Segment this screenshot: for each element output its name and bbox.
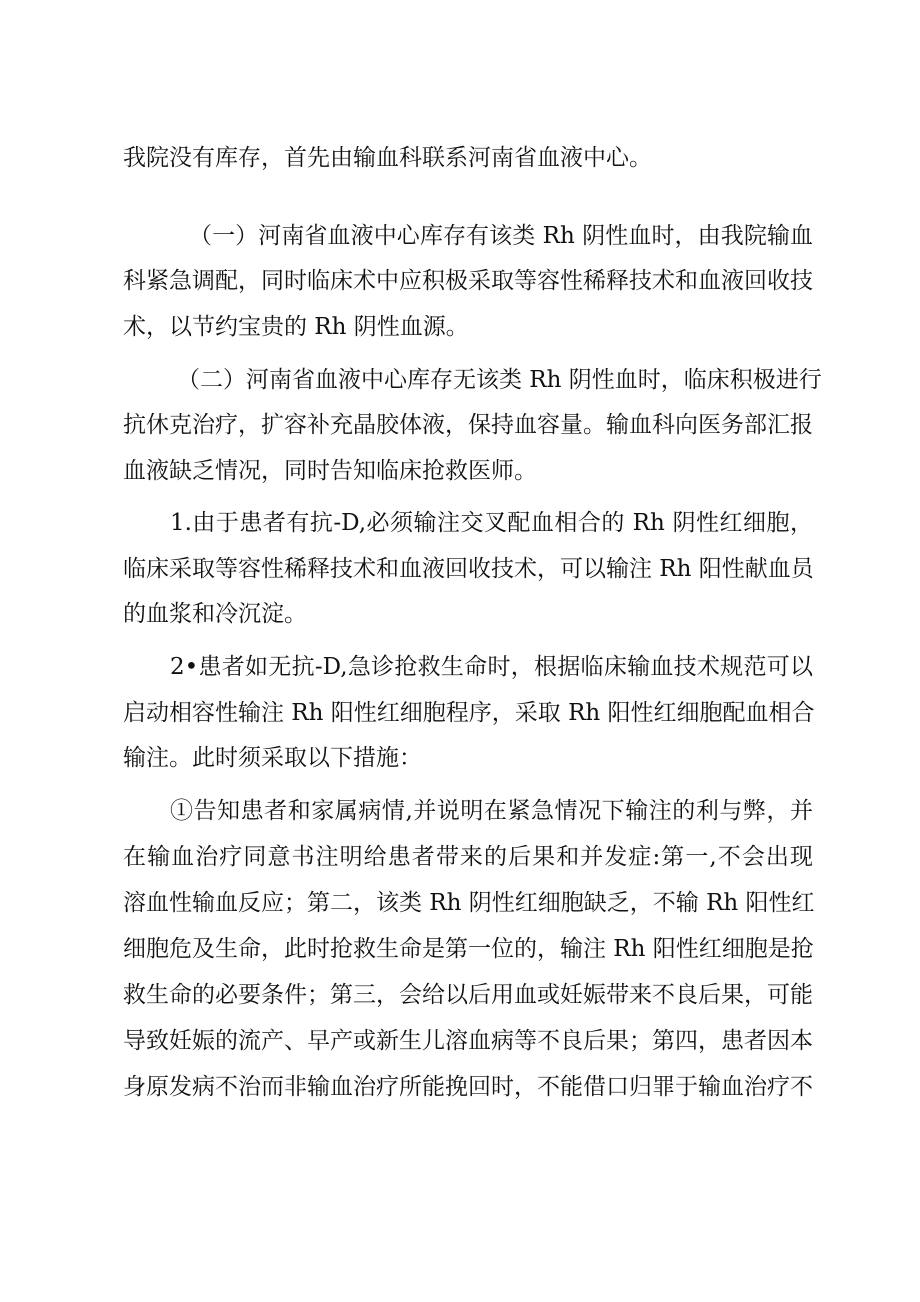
text-line-12: 启动相容性输注 Rh 阳性红细胞程序，采取 Rh 阳性红细胞配血相合 (123, 700, 815, 726)
text-line-7: 血液缺乏情况，同时告知临床抢救医师。 (123, 458, 537, 484)
text-line-13: 输注。此时须采取以下措施： (123, 745, 422, 771)
text-line-20: 身原发病不治而非输血治疗所能挽回时，不能借口归罪于输血治疗不 (123, 1074, 813, 1100)
text-line-9: 临床采取等容性稀释技术和血液回收技术，可以输注 Rh 阳性献血员 (123, 556, 814, 582)
text-line-11: 2•患者如无抗-D,急诊抢救生命时，根据临床输血技术规范可以 (170, 654, 813, 680)
text-line-18: 救生命的必要条件；第三，会给以后用血或妊娠带来不良后果，可能 (123, 982, 813, 1008)
text-line-1: 我院没有库存，首先由输血科联系河南省血液中心。 (123, 145, 652, 171)
text-line-19: 导致妊娠的流产、早产或新生儿溶血病等不良后果；第四，患者因本 (123, 1028, 813, 1054)
text-line-17: 细胞危及生命，此时抢救生命是第一位的，输注 Rh 阳性红细胞是抢 (123, 936, 814, 962)
text-line-6: 抗休克治疗，扩容补充晶胶体液，保持血容量。输血科向医务部汇报 (123, 412, 813, 438)
text-line-15: 在输血治疗同意书注明给患者带来的后果和并发症:第一,不会出现 (123, 844, 813, 870)
text-line-14: ①告知患者和家属病情,并说明在紧急情况下输注的利与弊，并 (170, 798, 813, 824)
text-line-10: 的血浆和冷沉淀。 (123, 601, 307, 627)
text-line-8: 1.由于患者有抗-D,必须输注交叉配血相合的 Rh 阴性红细胞， (170, 510, 813, 536)
text-line-4: 术，以节约宝贵的 Rh 阴性血源。 (123, 314, 469, 340)
text-line-2: （一）河南省血液中心库存有该类 Rh 阴性血时，由我院输血 (189, 223, 813, 249)
text-line-5: （二）河南省血液中心库存无该类 Rh 阴性血时，临床积极进行 (177, 367, 822, 393)
text-line-16: 溶血性输血反应；第二，该类 Rh 阴性红细胞缺乏，不输 Rh 阳性红 (123, 890, 815, 916)
text-line-3: 科紧急调配，同时临床术中应积极采取等容性稀释技术和血液回收技 (123, 268, 813, 294)
